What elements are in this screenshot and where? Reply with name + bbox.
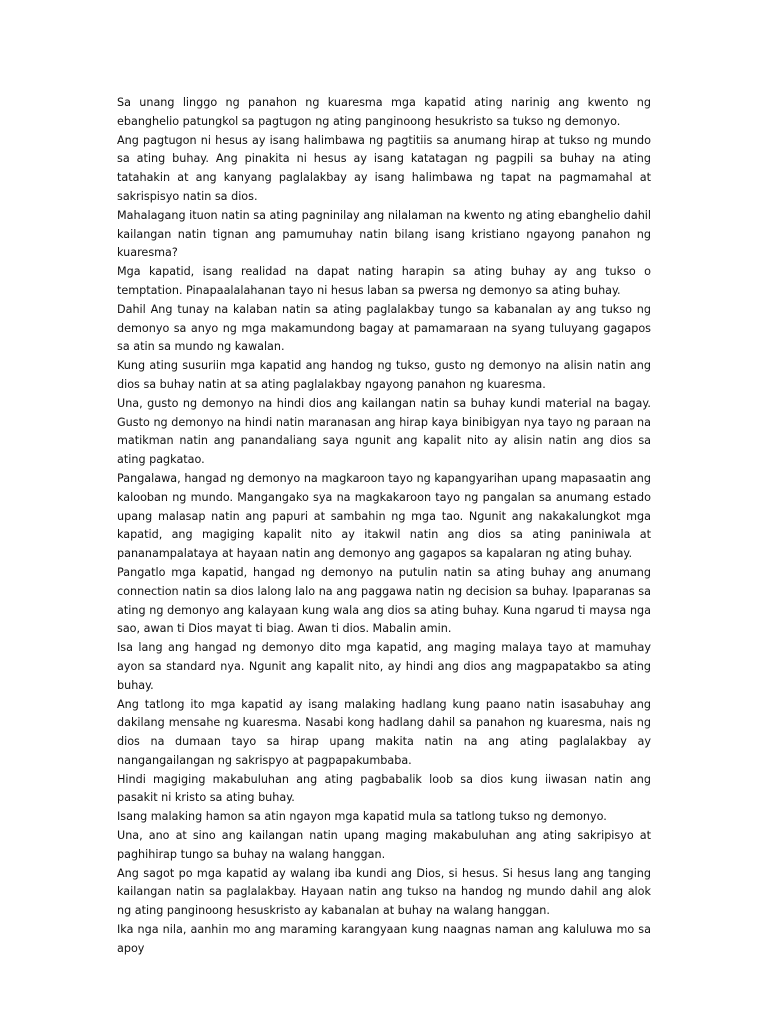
paragraph-3: Mahalagang ituon natin sa ating pagninilay ang nilalaman na kwento ng ating ebanghelio dahil kailangan natin tignan ang pamumuhay natin bilang isang kristiano ngayong panahon ng kuaresma? <box>117 208 651 260</box>
paragraph-7: Una, gusto ng demonyo na hindi dios ang kailangan natin sa buhay kundi material na bagay. Gusto ng demonyo na hindi natin maranasan ang hirap kaya binibigyan nya tayo ng paraan na matikman natin ang panandaliang saya ngunit ang kapalit nito ay alisin natin ang dios sa ating pagkatao. <box>117 396 651 467</box>
paragraph-2: Ang pagtugon ni hesus ay isang halimbawa ng pagtitiis sa anumang hirap at tukso ng mundo sa ating buhay. Ang pinakita ni hesus ay isang katatagan ng pagpili sa buhay na ating tatahakin at ang kanyang paglalakbay ay isang halimbawa ng tapat na pagmamahal at sakrispisyo natin sa dios. <box>117 133 651 203</box>
paragraph-4: Mga kapatid, isang realidad na dapat nating harapin sa ating buhay ay ang tukso o temptation. Pinapaalalahanan tayo ni hesus laban sa pwersa ng demonyo sa ating buhay. <box>117 265 651 297</box>
paragraph-12: Hindi magiging makabuluhan ang ating pagbabalik loob sa dios kung iiwasan natin ang pasakit ni kristo sa ating buhay. <box>117 772 651 805</box>
paragraph-11: Ang tatlong ito mga kapatid ay isang malaking hadlang kung paano natin isasabuhay ang dakilang mensahe ng kuaresma. Nasabi kong hadlang dahil sa panahon ng kuaresma, nais ng dios na dumaan tayo sa hirap upang makita natin na ang ating paglalakbay ay nangangailangan ng sakrispyo at pagpapakumbaba. <box>117 697 651 767</box>
paragraph-10: Isa lang ang hangad ng demonyo dito mga kapatid, ang maging malaya tayo at mamuhay ayon sa standard nya. Ngunit ang kapalit nito, ay hindi ang dios ang magpapatakbo sa ating buhay. <box>117 641 651 692</box>
paragraph-5: Dahil Ang tunay na kalaban natin sa ating paglalakbay tungo sa kabanalan ay ang tukso ng demonyo sa anyo ng mga makamundong bagay at pamamaraan na syang tuluyang gagapos sa atin sa mundo ng kawalan. <box>117 302 651 354</box>
paragraph-16: Ika nga nila, aanhin mo ang maraming karangyaan kung naagnas naman ang kaluluwa mo sa apoy <box>117 923 651 955</box>
paragraph-15: Ang sagot po mga kapatid ay walang iba kundi ang Dios, si hesus. Si hesus lang ang tanging kailangan natin sa paglalakbay. Hayaan natin ang tukso na handog ng mundo dahil ang alok ng ating panginoong hesuskristo ay kabanalan at buhay na walang hanggan. <box>117 866 651 918</box>
paragraph-6: Kung ating susuriin mga kapatid ang handog ng tukso, gusto ng demonyo na alisin natin ang dios sa buhay natin at sa ating paglalakbay ngayong panahon ng kuaresma. <box>117 359 651 391</box>
document-body <box>117 94 651 959</box>
paragraph-8: Pangalawa, hangad ng demonyo na magkaroon tayo ng kapangyarihan upang mapasaatin ang kalooban ng mundo. Mangangako sya na magkakaroon tayo ng pangalan sa anumang estado upang malasap natin ang papuri at sambahin ng mga tao. Ngunit ang nakakalungkot mga kapatid, ang magiging kapalit nito ay itakwil natin ang dios sa ating paniniwala at pananampalataya at hayaan natin ang demonyo ang gagapos sa kapalaran ng ating buhay. <box>117 471 651 561</box>
paragraph-13: Isang malaking hamon sa atin ngayon mga kapatid mula sa tatlong tukso ng demonyo. <box>117 810 607 824</box>
paragraph-1: Sa unang linggo ng panahon ng kuaresma mga kapatid ating narinig ang kwento ng ebanghelio patungkol sa pagtugon ng ating panginoong hesukristo sa tukso ng demonyo. <box>117 96 651 128</box>
paragraph-14: Una, ano at sino ang kailangan natin upang maging makabuluhan ang ating sakripisyo at paghihirap tungo sa buhay na walang hanggan. <box>117 829 651 861</box>
paragraph-9: Pangatlo mga kapatid, hangad ng demonyo na putulin natin sa ating buhay ang anumang connection natin sa dios lalong lalo na ang paggawa natin ng decision sa buhay. Ipaparanas sa ating ng demonyo ang kalayaan kung wala ang dios sa ating buhay. Kuna ngarud ti maysa nga sao, awan ti Dios mayat ti biag. Awan ti dios. Mabalin amin. <box>117 565 651 636</box>
